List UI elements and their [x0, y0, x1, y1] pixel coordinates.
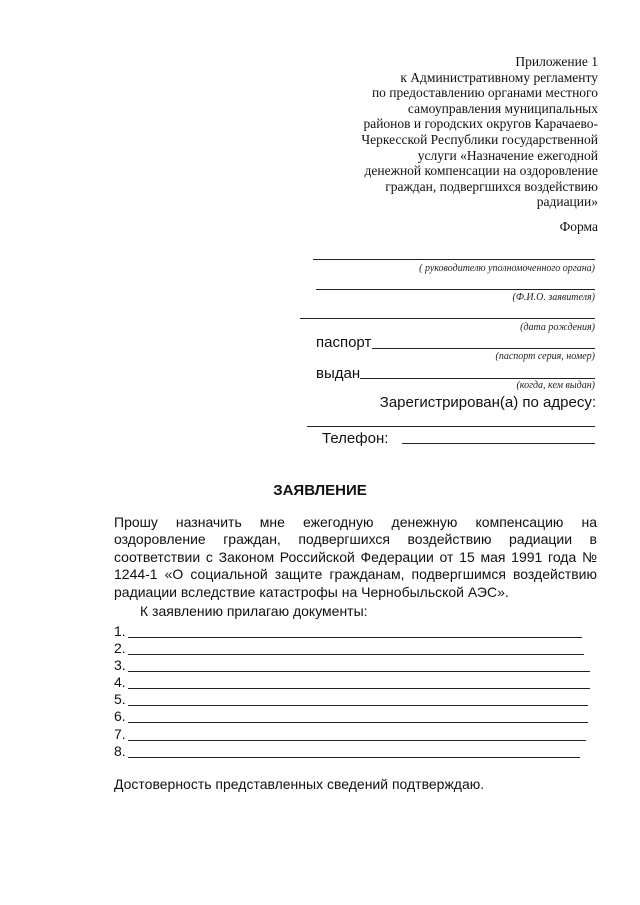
document-title: ЗАЯВЛЕНИЕ	[273, 482, 367, 499]
appendix-line: радиации»	[536, 194, 598, 210]
form-label: Форма	[559, 219, 598, 234]
issued-caption: (когда, кем выдан)	[516, 380, 595, 391]
attachments-label: К заявлению прилагаю документы:	[140, 603, 368, 619]
attachment-number: 6.	[114, 708, 126, 724]
passport-label: паспорт	[316, 334, 372, 351]
appendix-block	[348, 54, 598, 210]
appendix-line: денежной компенсации на оздоровление	[364, 163, 598, 179]
confirmation-text: Достоверность представленных сведений подтверждаю.	[114, 776, 485, 792]
statement-paragraph	[114, 514, 597, 601]
birth-date-line[interactable]	[300, 318, 595, 319]
applicant-name-caption: (Ф.И.О. заявителя)	[512, 292, 595, 303]
attachment-number: 1.	[114, 623, 126, 639]
phone-line[interactable]	[402, 443, 595, 444]
address-label: Зарегистрирован(а) по адресу:	[379, 394, 596, 411]
attachment-row[interactable]	[114, 708, 588, 725]
address-line[interactable]	[307, 426, 595, 427]
applicant-name-line[interactable]	[316, 289, 595, 290]
passport-line[interactable]	[372, 348, 595, 349]
attachment-number: 3.	[114, 657, 126, 673]
appendix-line: Приложение 1	[515, 54, 598, 69]
attachment-row[interactable]	[114, 743, 580, 760]
attachment-number: 5.	[114, 691, 126, 707]
issued-line[interactable]	[360, 378, 595, 379]
appendix-line: к Административному регламенту	[400, 69, 598, 85]
attachment-number: 2.	[114, 640, 126, 656]
attachment-number: 8.	[114, 743, 126, 759]
appendix-line: районов и городских округов Карачаево-	[363, 116, 598, 132]
attachment-row[interactable]	[114, 674, 590, 691]
attachment-number: 4.	[114, 674, 126, 690]
passport-caption: (паспорт серия, номер)	[495, 351, 595, 362]
head-of-authority-line[interactable]	[313, 259, 595, 260]
attachment-row[interactable]	[114, 691, 588, 708]
issued-label: выдан	[316, 365, 361, 382]
appendix-line: услуги «Назначение ежегодной	[417, 147, 598, 163]
appendix-line: самоуправления муниципальных	[407, 100, 598, 116]
head-of-authority-caption: ( руководителю уполномоченного органа)	[419, 263, 595, 274]
statement-text: Прошу назначить мне ежегодную денежную компенсацию на оздоровление граждан, подвергшихся воздействию радиации в соответствии с Законом Российской Федерации от 15 мая 1991 года № 1244-1 «О социальной защите гражданам, подвергшимся воздействию радиации вследствие катастрофы на Чернобыльской АЭС».	[114, 514, 597, 600]
attachment-row[interactable]	[114, 623, 582, 640]
birth-date-caption: (дата рождения)	[520, 322, 595, 333]
appendix-line: Черкесской Республики государственной	[361, 131, 598, 147]
attachment-number: 7.	[114, 726, 126, 742]
attachment-row[interactable]	[114, 657, 590, 674]
attachment-row[interactable]	[114, 726, 586, 743]
appendix-line: граждан, подвергшихся воздействию	[385, 178, 598, 194]
phone-label: Телефон:	[322, 430, 389, 447]
attachment-row[interactable]	[114, 640, 584, 657]
appendix-line: по предоставлению органами местного	[371, 85, 598, 101]
